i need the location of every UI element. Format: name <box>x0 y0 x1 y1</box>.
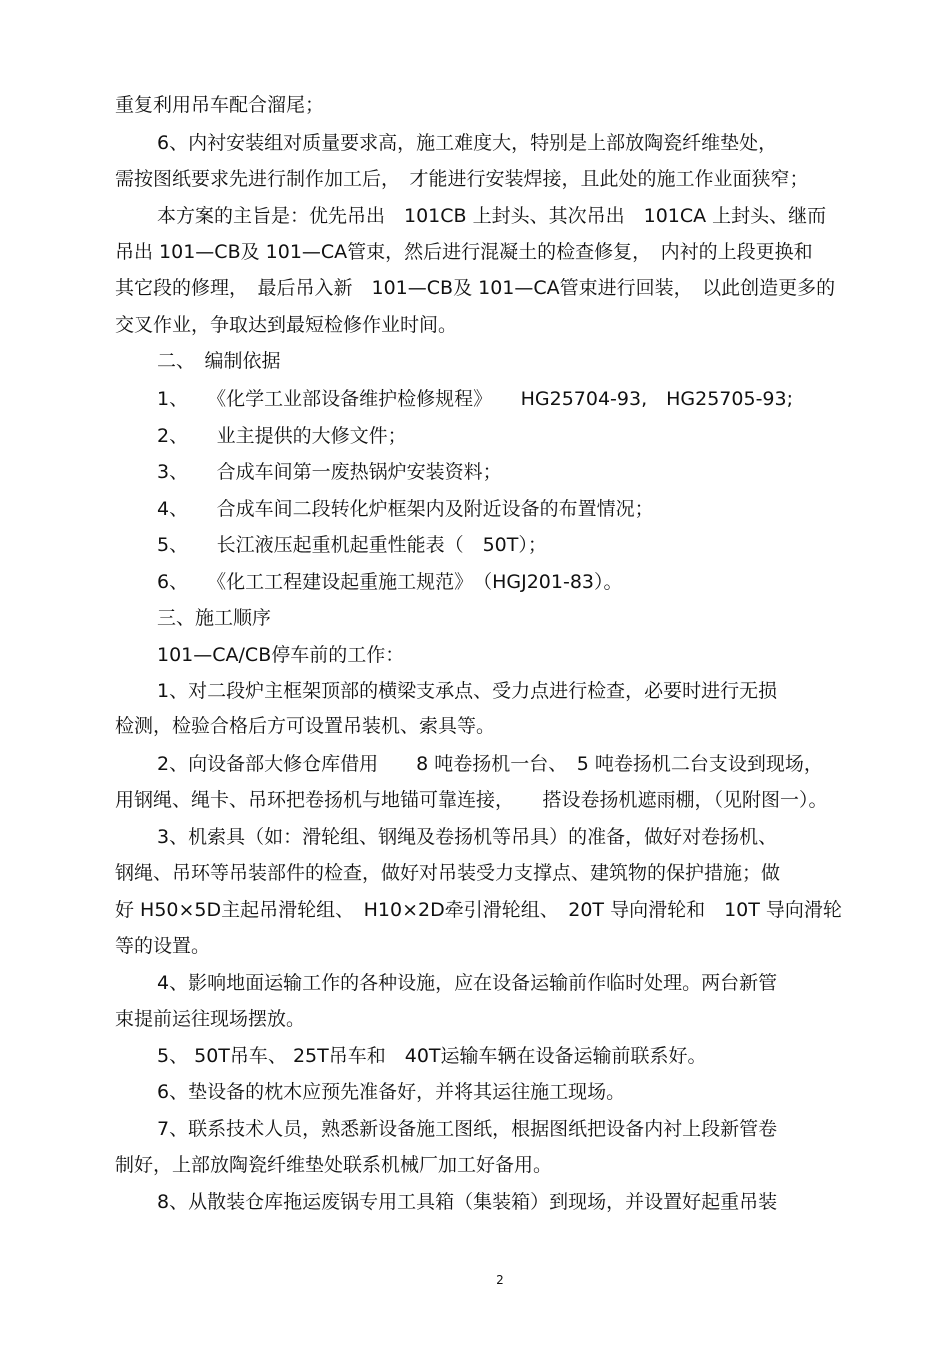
text-line: 6、内衬安装组对质量要求高，施工难度大，特别是上部放陶瓷纤维垫处， <box>157 132 778 154</box>
text-line: 交叉作业，争取达到最短检修作业时间。 <box>115 314 458 336</box>
text-line: 用钢绳、绳卡、吊环把卷扬机与地锚可靠连接， 搭设卷扬机遮雨棚，（见附图一）。 <box>115 789 828 811</box>
section-heading: 三、施工顺序 <box>157 607 272 629</box>
text-line: 好 H50×5D主起吊滑轮组、 H10×2D牵引滑轮组、 20T 导向滑轮和 10T 导向滑轮 <box>115 899 842 921</box>
text-line: 4、影响地面运输工作的各种设施，应在设备运输前作临时处理。两台新管 <box>157 972 778 994</box>
text-line: 制好，上部放陶瓷纤维垫处联系机械厂加工好备用。 <box>115 1154 553 1176</box>
section-heading: 二、 编制依据 <box>157 350 281 372</box>
list-item: 1、 《化学工业部设备维护检修规程》 HG25704-93, HG25705-93; <box>157 388 794 410</box>
text-line: 1、对二段炉主框架顶部的横梁支承点、受力点进行检查，必要时进行无损 <box>157 680 778 702</box>
text-line: 重复利用吊车配合溜尾； <box>115 94 325 116</box>
text-line: 吊出 101—CB及 101—CA管束，然后进行混凝土的检查修复， 内衬的上段更换和 <box>115 241 813 263</box>
text-line: 需按图纸要求先进行制作加工后， 才能进行安装焊接，且此处的施工作业面狭窄； <box>115 168 809 190</box>
subheading: 101—CA/CB停车前的工作： <box>157 644 405 666</box>
list-item: 3、 合成车间第一废热锅炉安装资料； <box>157 461 502 483</box>
text-line: 6、垫设备的枕木应预先准备好，并将其运往施工现场。 <box>157 1081 626 1103</box>
text-line: 8、从散装仓库拖运废锅专用工具箱（集装箱）到现场，并设置好起重吊装 <box>157 1191 778 1213</box>
list-item: 6、 《化工工程建设起重施工规范》 （HGJ201-83）。 <box>157 571 623 593</box>
text-line: 其它段的修理， 最后吊入新 101—CB及 101—CA管束进行回装， 以此创造更多的 <box>115 277 836 299</box>
list-item: 4、 合成车间二段转化炉框架内及附近设备的布置情况； <box>157 498 654 520</box>
text-line: 3、机索具（如：滑轮组、钢绳及卷扬机等吊具）的准备，做好对卷扬机、 <box>157 826 778 848</box>
text-line: 7、联系技术人员，熟悉新设备施工图纸，根据图纸把设备内衬上段新管卷 <box>157 1118 778 1140</box>
list-item: 5、 长江液压起重机起重性能表（ 50T）； <box>157 534 547 556</box>
text-line: 检测，检验合格后方可设置吊装机、索具等。 <box>115 715 496 737</box>
list-item: 2、 业主提供的大修文件； <box>157 425 407 447</box>
text-line: 钢绳、吊环等吊装部件的检查，做好对吊装受力支撑点、建筑物的保护措施；做 <box>115 862 781 884</box>
page-number: 2 <box>496 1273 504 1287</box>
text-line: 2、向设备部大修仓库借用 8 吨卷扬机一台、 5 吨卷扬机二台支设到现场， <box>157 753 823 775</box>
text-line: 等的设置。 <box>115 935 211 957</box>
text-line: 5、 50T吊车、 25T吊车和 40T运输车辆在设备运输前联系好。 <box>157 1045 707 1067</box>
text-line: 本方案的主旨是：优先吊出 101CB 上封头、其次吊出 101CA 上封头、继而 <box>157 205 827 227</box>
text-line: 束提前运往现场摆放。 <box>115 1008 306 1030</box>
